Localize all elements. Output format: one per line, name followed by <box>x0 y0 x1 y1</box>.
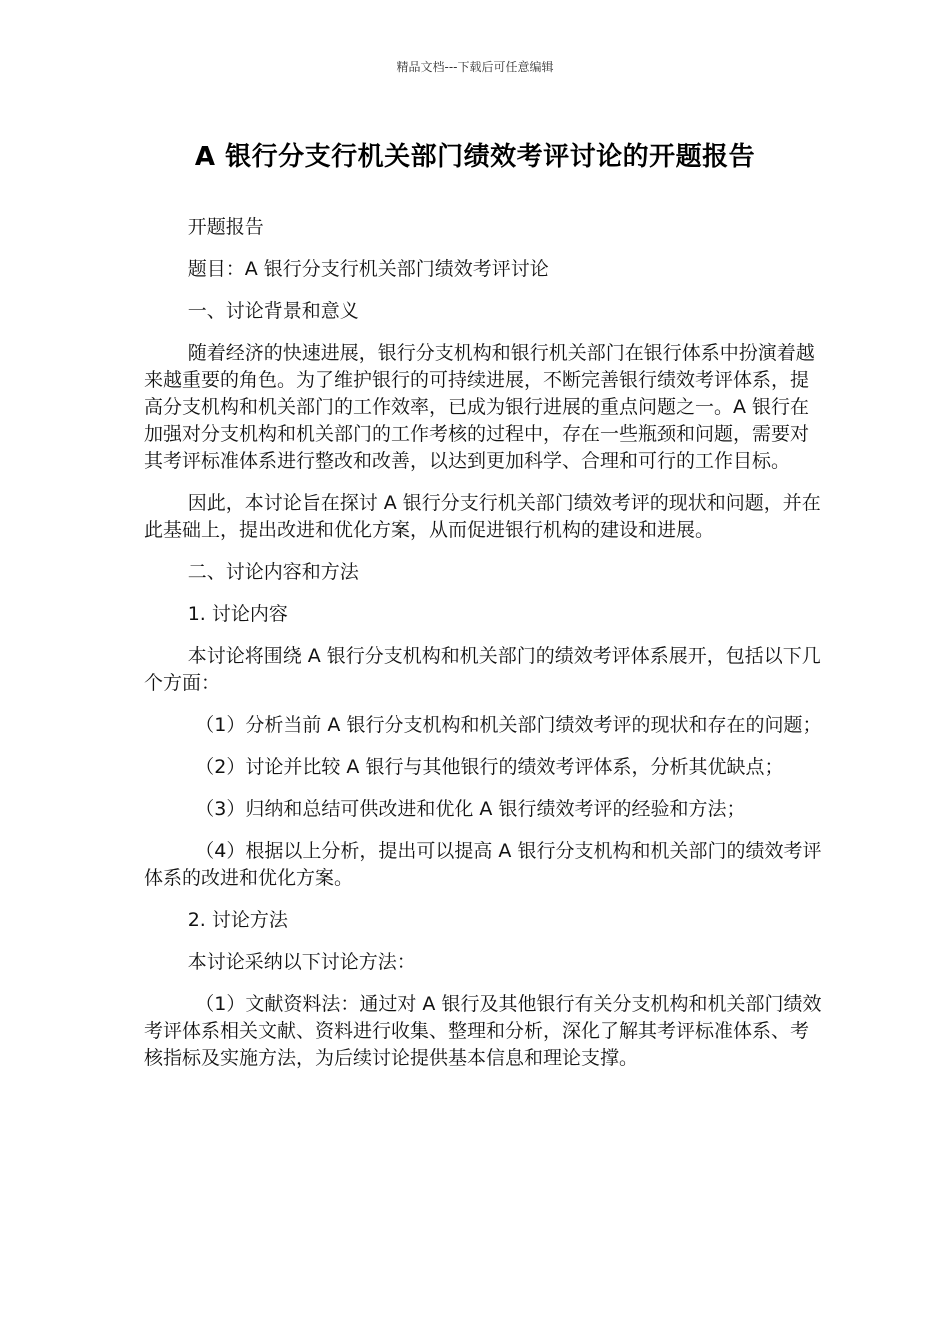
list-item-content-3: （3）归纳和总结可供改进和优化 A 银行绩效考评的经验和方法； <box>195 798 746 820</box>
list-item-content-4: （4）根据以上分析，提出可以提高 A 银行分支机构和机关部门的绩效考评体系的改进和优化方案。 <box>144 840 822 889</box>
paragraph-background: 随着经济的快速进展，银行分支机构和银行机关部门在银行体系中扮演着越来越重要的角色。为了维护银行的可持续进展，不断完善银行绩效考评体系，提高分支机构和机关部门的工作效率，已成为银行进展的重点问题之一。A 银行在加强对分支机构和机关部门的工作考核的过程中，存在一些瓶颈和问题，需要对其考评标准体系进行整改和改善，以达到更加科学、合理和可行的工作目标。 <box>144 342 815 472</box>
section-heading-background: 一、讨论背景和意义 <box>187 300 359 322</box>
paragraph-content-intro: 本讨论将围绕 A 银行分支机构和机关部门的绩效考评体系展开，包括以下几个方面： <box>144 645 821 694</box>
list-item-method-1: （1）文献资料法：通过对 A 银行及其他银行有关分支机构和机关部门绩效考评体系相关文献、资料进行收集、整理和分析，深化了解其考评标准体系、考核指标及实施方法，为后续讨论提供基本信息和理论支撑。 <box>144 993 822 1069</box>
paragraph-topic: 题目：A 银行分支行机关部门绩效考评讨论 <box>187 258 549 280</box>
subheading-methods: 2. 讨论方法 <box>187 909 288 931</box>
list-item-content-1: （1）分析当前 A 银行分支机构和机关部门绩效考评的现状和存在的问题； <box>195 714 822 736</box>
subheading-content: 1. 讨论内容 <box>187 603 288 625</box>
document-title: A 银行分支行机关部门绩效考评讨论的开题报告 <box>194 142 756 172</box>
paragraph-methods-intro: 本讨论采纳以下讨论方法： <box>187 951 416 973</box>
document-body <box>144 214 824 1087</box>
paragraph-purpose: 因此，本讨论旨在探讨 A 银行分支行机关部门绩效考评的现状和问题，并在此基础上，提出改进和优化方案，从而促进银行机构的建设和进展。 <box>144 492 821 541</box>
section-heading-content-methods: 二、讨论内容和方法 <box>187 561 359 583</box>
paragraph-report-label: 开题报告 <box>187 216 264 238</box>
page-header: 精品文档---下载后可任意编辑 <box>396 60 554 74</box>
list-item-content-2: （2）讨论并比较 A 银行与其他银行的绩效考评体系，分析其优缺点； <box>195 756 784 778</box>
